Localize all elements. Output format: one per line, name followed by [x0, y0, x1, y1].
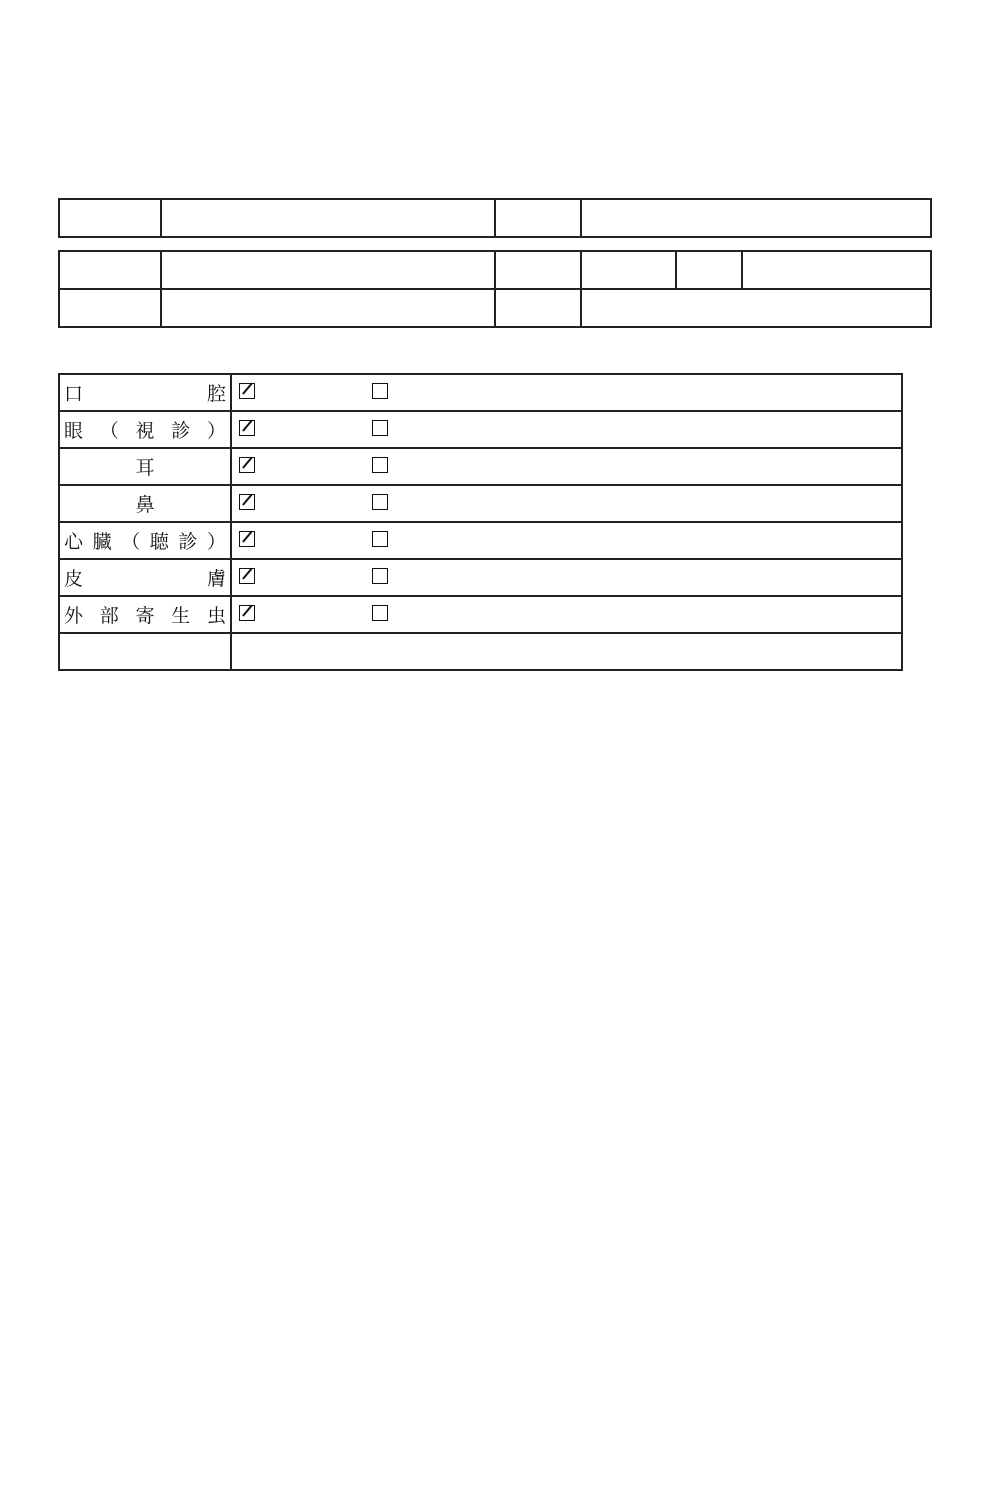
other-label-cell [59, 633, 231, 670]
exam-options-cell [231, 411, 902, 448]
no-label [495, 289, 581, 327]
checkbox-icon[interactable] [372, 457, 388, 473]
exam-row [59, 374, 902, 411]
checkbox-icon[interactable] [372, 605, 388, 621]
checkbox-icon[interactable] [372, 420, 388, 436]
exam-options-cell [231, 485, 902, 522]
attention-option[interactable] [372, 566, 389, 588]
label-char: ） [206, 420, 226, 442]
address-value [581, 199, 931, 237]
no-abnormality-option[interactable] [239, 381, 256, 403]
owner-value [161, 199, 495, 237]
exam-options-cell [231, 374, 902, 411]
label-char: 寄 [135, 605, 155, 627]
checkbox-icon[interactable] [239, 605, 255, 621]
checkbox-icon[interactable] [372, 383, 388, 399]
exam-item-label [64, 527, 226, 554]
exam-item-label [64, 564, 226, 591]
exam-row [59, 522, 902, 559]
owner-table [58, 198, 932, 238]
checkbox-icon[interactable] [372, 568, 388, 584]
birth-label [59, 289, 161, 327]
label-char: 皮 [64, 568, 84, 590]
animal-table [58, 250, 932, 328]
exam-item-cell [59, 485, 231, 522]
label-char: 虫 [206, 605, 226, 627]
no-value [581, 289, 931, 327]
no-abnormality-option[interactable] [239, 455, 256, 477]
address-label [495, 199, 581, 237]
exam-item-label [64, 416, 226, 443]
checkbox-icon[interactable] [239, 457, 255, 473]
no-abnormality-option[interactable] [239, 603, 256, 625]
attention-option[interactable] [372, 529, 389, 551]
exam-item-cell [59, 411, 231, 448]
exam-row [59, 559, 902, 596]
no-abnormality-option[interactable] [239, 529, 256, 551]
label-char: 膚 [206, 568, 226, 590]
label-char: 臓 [92, 531, 112, 553]
weight-cell [742, 251, 931, 289]
label-char: 視 [135, 420, 155, 442]
label-char: 眼 [64, 420, 84, 442]
label-char: 部 [99, 605, 119, 627]
breed-label [59, 251, 161, 289]
exam-options-cell [231, 596, 902, 633]
exam-options-cell [231, 522, 902, 559]
sex-label [495, 251, 581, 289]
label-char: 外 [64, 605, 84, 627]
weight-label [676, 251, 742, 289]
exam-item-cell [59, 522, 231, 559]
exam-options-cell [231, 448, 902, 485]
no-abnormality-option[interactable] [239, 418, 256, 440]
exam-item-label: 耳 [135, 457, 155, 479]
exam-item-cell [59, 596, 231, 633]
label-char: （ [99, 420, 119, 442]
attention-option[interactable] [372, 455, 389, 477]
exam-row [59, 596, 902, 633]
no-abnormality-option[interactable] [239, 492, 256, 514]
exam-item-cell [59, 559, 231, 596]
label-char: ） [206, 531, 226, 553]
checkbox-icon[interactable] [239, 568, 255, 584]
exam-table [58, 373, 903, 671]
exam-row [59, 411, 902, 448]
exam-item-label [64, 601, 226, 628]
label-char: （ [121, 531, 141, 553]
other-content [231, 633, 902, 670]
checkbox-icon[interactable] [239, 383, 255, 399]
label-char: 診 [178, 531, 198, 553]
owner-label [59, 199, 161, 237]
label-char: 口 [64, 383, 84, 405]
checkbox-icon[interactable] [372, 531, 388, 547]
label-char: 生 [171, 605, 191, 627]
label-char: 聴 [149, 531, 169, 553]
checkbox-icon[interactable] [239, 531, 255, 547]
attention-option[interactable] [372, 492, 389, 514]
exam-item-label: 鼻 [135, 494, 155, 516]
exam-options-cell [231, 559, 902, 596]
exam-row [59, 448, 902, 485]
birth-value [161, 289, 495, 327]
other-row [59, 633, 902, 670]
exam-item-cell [59, 448, 231, 485]
attention-option[interactable] [372, 418, 389, 440]
exam-item-cell [59, 374, 231, 411]
checkbox-icon[interactable] [239, 494, 255, 510]
sex-value [581, 251, 676, 289]
attention-option[interactable] [372, 603, 389, 625]
breed-value [161, 251, 495, 289]
exam-item-label [64, 379, 226, 406]
no-abnormality-option[interactable] [239, 566, 256, 588]
attention-option[interactable] [372, 381, 389, 403]
exam-row [59, 485, 902, 522]
label-char: 診 [171, 420, 191, 442]
label-char: 心 [64, 531, 84, 553]
label-char: 腔 [206, 383, 226, 405]
checkbox-icon[interactable] [372, 494, 388, 510]
checkbox-icon[interactable] [239, 420, 255, 436]
